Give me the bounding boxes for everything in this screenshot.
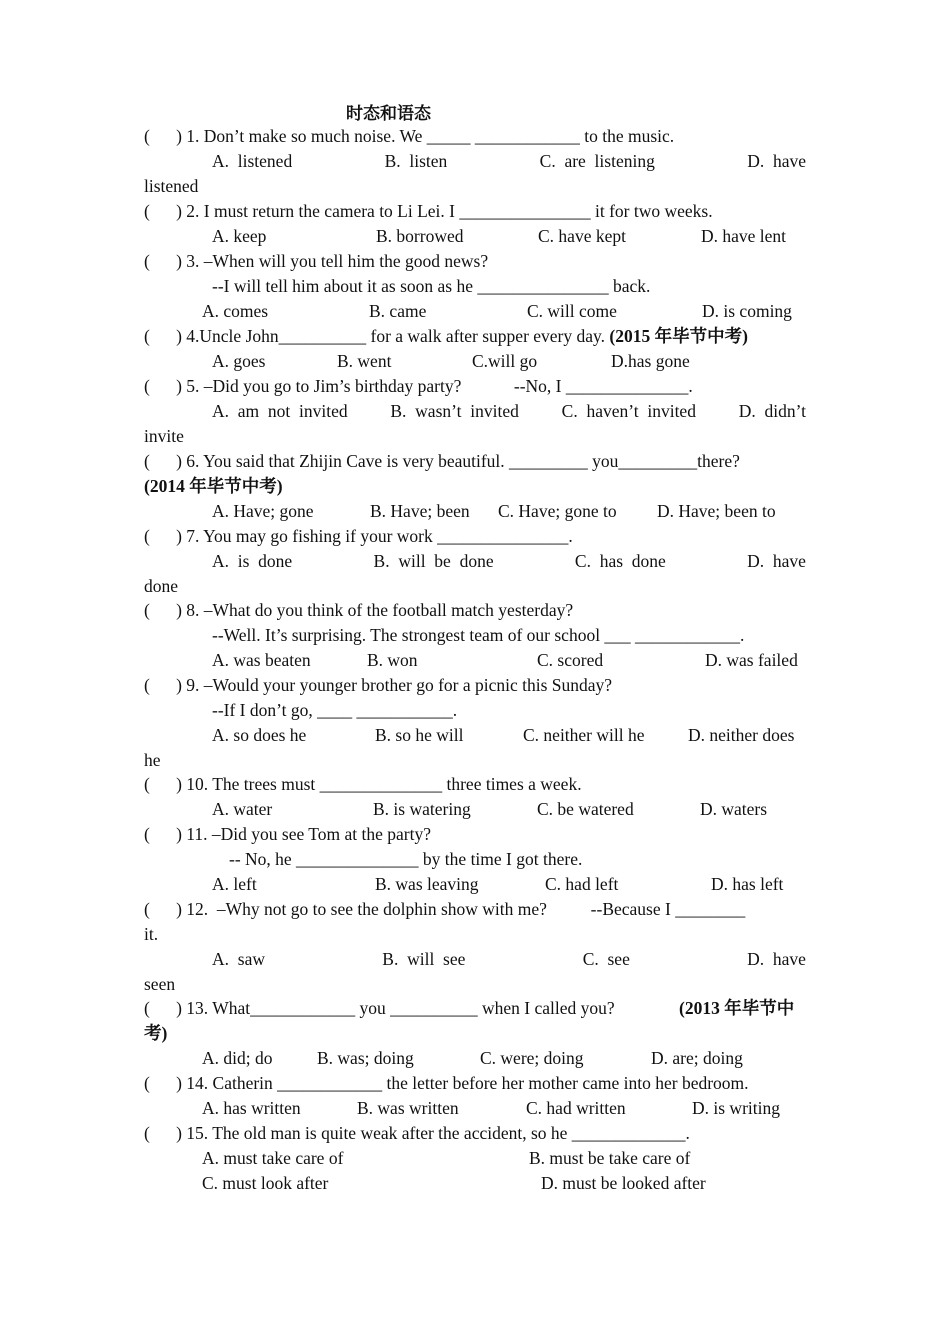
question-stem: 2. I must return the camera to Li Lei. I _______________ it for two weeks. [186,201,713,221]
option-b: B. listen [384,151,448,171]
option-b: B. was; doing [317,1048,414,1068]
option-wrap: seen [144,974,176,994]
answer-blank: ( ) [144,451,182,471]
option-d: D. didn’t [738,401,806,421]
option-b: B. wasn’t invited [390,401,519,421]
option-c: C. are listening [539,151,655,171]
answer-blank: ( ) [144,126,182,146]
option-c: C. has done [574,551,666,571]
question-stem: 12. –Why not go to see the dolphin show with me? --Because I ________ [186,899,746,919]
question-stem-line2: --I will tell him about it as soon as he _______________ back. [212,276,651,296]
option-c: C. had left [545,874,619,894]
option-wrap: invite [144,426,184,446]
answer-blank: ( ) [144,1123,182,1143]
question-1-options [212,150,806,172]
answer-blank: ( ) [144,774,182,794]
option-d: D. is writing [692,1098,780,1118]
exam-source-tag: (2014 年毕节中考) [144,476,283,496]
question-9 [144,674,612,696]
option-c: C. haven’t invited [561,401,696,421]
answer-blank: ( ) [144,675,182,695]
question-5 [144,375,693,397]
question-stem-line2: --Well. It’s surprising. The strongest team of our school ___ ____________. [212,625,745,645]
option-a: A. am not invited [212,401,348,421]
option-d: D. neither does [688,725,795,745]
question-stem: 11. –Did you see Tom at the party? [186,824,431,844]
question-stem: 7. You may go fishing if your work _______________. [186,526,573,546]
question-stem: 13. What____________ you __________ when I called you? [186,998,615,1018]
option-d: D. have [747,949,806,969]
question-stem: 5. –Did you go to Jim’s birthday party? --No, I ______________. [186,376,693,396]
question-3 [144,250,488,272]
option-b: B. was leaving [375,874,479,894]
question-stem: 10. The trees must ______________ three times a week. [186,774,582,794]
option-c: C. will come [527,301,617,321]
option-a: A. Have; gone [212,501,314,521]
exam-source-tag-wrap: 考) [144,1023,168,1043]
question-7-options [212,550,806,572]
question-4 [144,325,748,347]
option-a: A. comes [202,301,269,321]
option-c: C. had written [526,1098,626,1118]
exam-source-tag: (2015 年毕节中考) [609,326,748,346]
answer-blank: ( ) [144,1073,182,1093]
option-b: B. must be take care of [529,1148,691,1168]
option-b: B. will see [382,949,466,969]
question-2 [144,200,713,222]
option-b: B. will be done [373,551,494,571]
question-15 [144,1122,690,1144]
answer-blank: ( ) [144,326,182,346]
option-c: C. must look after [202,1173,329,1193]
option-a: A. listened [212,151,293,171]
option-b: B. won [367,650,418,670]
option-b: B. is watering [373,799,471,819]
question-14 [144,1072,749,1094]
answer-blank: ( ) [144,251,182,271]
option-wrap: done [144,576,179,596]
option-c: C. Have; gone to [498,501,617,521]
question-13 [144,997,615,1019]
answer-blank: ( ) [144,526,182,546]
question-stem: 3. –When will you tell him the good news? [186,251,489,271]
question-5-options [212,400,806,422]
question-stem: 9. –Would your younger brother go for a picnic this Sunday? [186,675,613,695]
option-c: C.will go [472,351,538,371]
option-b: B. borrowed [376,226,464,246]
option-c: C. neither will he [523,725,645,745]
option-b: B. so he will [375,725,464,745]
question-stem-wrap: it. [144,924,159,944]
question-7 [144,525,573,547]
question-11 [144,823,431,845]
option-d: D.has gone [611,351,690,371]
option-b: B. came [369,301,427,321]
answer-blank: ( ) [144,201,182,221]
option-b: B. Have; been [370,501,470,521]
answer-blank: ( ) [144,824,182,844]
question-stem: 1. Don’t make so much noise. We _____ ____________ to the music. [186,126,675,146]
option-d: D. Have; been to [657,501,776,521]
option-d: D. is coming [702,301,792,321]
option-d: D. have [747,151,806,171]
option-c: C. see [582,949,630,969]
answer-blank: ( ) [144,899,182,919]
option-c: C. were; doing [480,1048,584,1068]
option-a: A. was beaten [212,650,311,670]
question-12-options [212,948,806,970]
option-a: A. must take care of [202,1148,344,1168]
option-a: A. water [212,799,273,819]
option-a: A. goes [212,351,266,371]
answer-blank: ( ) [144,600,182,620]
option-a: A. left [212,874,257,894]
page-title: 时态和语态 [346,104,431,124]
question-stem: 8. –What do you think of the football match yesterday? [186,600,574,620]
question-stem: 4.Uncle John__________ for a walk after supper every day. [186,326,606,346]
option-d: D. have [747,551,806,571]
question-stem-line2: -- No, he ______________ by the time I got there. [229,849,583,869]
option-a: A. saw [212,949,265,969]
question-stem: 14. Catherin ____________ the letter before her mother came into her bedroom. [186,1073,749,1093]
exam-source-tag: (2013 年毕节中 [679,998,795,1018]
answer-blank: ( ) [144,998,182,1018]
option-d: D. has left [711,874,784,894]
option-b: B. was written [357,1098,459,1118]
question-12 [144,898,745,920]
option-d: D. must be looked after [541,1173,706,1193]
option-c: C. have kept [538,226,626,246]
option-a: A. did; do [202,1048,273,1068]
option-d: D. are; doing [651,1048,743,1068]
option-a: A. is done [212,551,293,571]
question-8 [144,599,573,621]
option-d: D. have lent [701,226,787,246]
option-wrap: he [144,750,161,770]
option-b: B. went [337,351,392,371]
option-d: D. was failed [705,650,798,670]
question-6 [144,450,740,472]
question-10 [144,773,582,795]
option-a: A. so does he [212,725,307,745]
question-stem: 6. You said that Zhijin Cave is very beautiful. _________ you_________there? [186,451,740,471]
option-a: A. keep [212,226,267,246]
question-1 [144,125,674,147]
option-d: D. waters [700,799,768,819]
question-stem: 15. The old man is quite weak after the accident, so he _____________. [186,1123,690,1143]
option-c: C. scored [537,650,604,670]
option-c: C. be watered [537,799,634,819]
answer-blank: ( ) [144,376,182,396]
option-a: A. has written [202,1098,301,1118]
option-wrap: listened [144,176,199,196]
question-stem-line2: --If I don’t go, ____ ___________. [212,700,458,720]
